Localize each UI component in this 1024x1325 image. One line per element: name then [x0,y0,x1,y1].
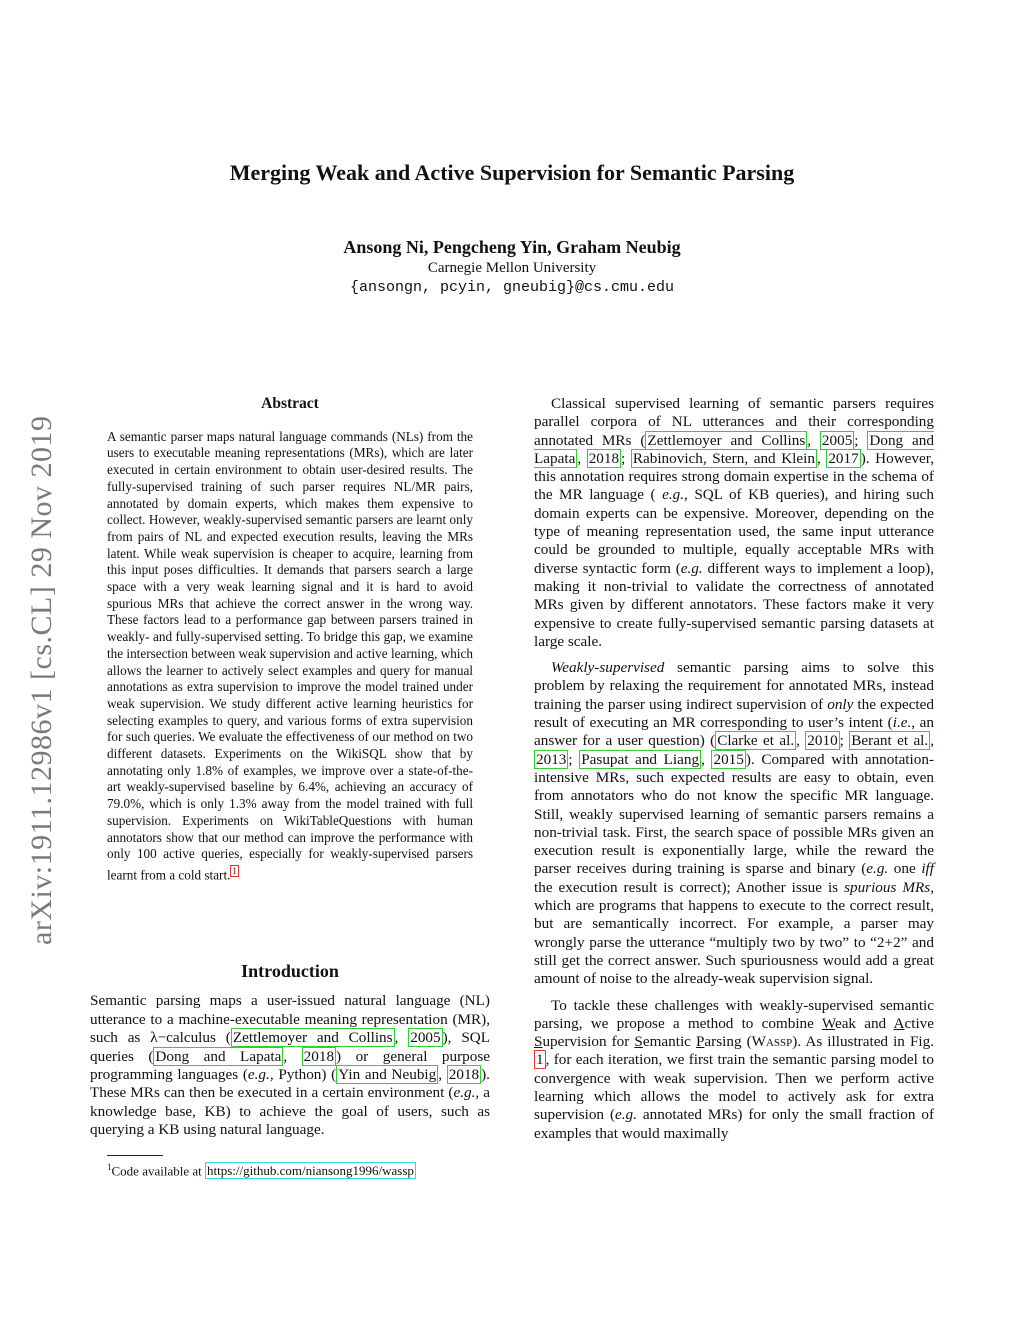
text-span: the execution result is correct); Another issue is [534,878,845,896]
acronym-letter: W [821,1014,835,1032]
figure-reference-link[interactable]: 1 [536,1051,544,1069]
citation-link[interactable]: Dong and Lapata [534,431,934,467]
text-span: , [807,431,820,449]
citation-link[interactable]: 2018 [448,1066,480,1084]
citation-link[interactable]: Rabinovich, Stern, and Klein [632,449,815,467]
paragraph-wassp-proposal [534,997,934,1143]
text-span: ctive [904,1014,934,1032]
text-span: ( [215,1029,231,1047]
code-url-link[interactable]: https://github.com/niansong1996/wassp [207,1163,414,1179]
text-span: , SQL of KB queries), and hiring such domain experts can be expensive. Moreover, depending on the type of meaning representation used, the same input utterance could be grounded to multiple, equally acceptable MRs with diverse syntactic form ( [534,486,934,577]
text-span: ; [854,431,868,449]
footnote-text: Code available at [111,1163,205,1179]
text-span: the expected result of executing an MR corresponding to user’s intent ( [534,695,934,732]
lambda-calculus-term: λ−calculus [150,1029,216,1047]
text-span: , [394,1029,409,1047]
acronym-letter: P [695,1033,705,1051]
citation-link[interactable]: Dong and Lapata [155,1047,282,1065]
text-span: , which are programs that happens to execute to the correct result, but are semantically incorrect. For example, a parser may wrongly parse the utterance “multiply two by two” to “2+2” and still get the correct answer. Such spuriousness would add a great amount of noise to the already-weak supervision signal. [534,878,934,988]
text-span: Classical supervised learning of semantic parsers requires parallel corpora of NL utterances and their corresponding annotated MRs ( [534,395,934,449]
acronym-letter: A [893,1014,905,1032]
text-span: , for each iteration, we first train the semantic parsing model to convergence with weak supervision. Then we perform active learning which allows the model to actively ask for extra supervision ( [534,1051,934,1124]
text-span: , [283,1047,302,1065]
right-column [534,395,934,1143]
citation-link[interactable]: 2018 [588,449,620,467]
affiliation: Carnegie Mellon University [427,260,597,276]
emphasis: e.g. [680,559,703,577]
emphasis: e.g. [453,1084,476,1102]
footnote [107,1159,416,1179]
text-span: , Python) ( [269,1066,337,1084]
citation-link[interactable]: Pasupat and Liang [581,750,700,768]
emphasis: spurious MRs [844,878,931,896]
text-span: , an answer for a user question) ( [534,714,934,750]
text-span: , [796,732,806,750]
text-span: arsing ( [704,1033,752,1051]
text-span: ), SQL queries ( [90,1029,491,1065]
citation-link[interactable]: Clarke et al. [717,732,795,750]
text-span: ; [568,750,580,768]
text-span: different ways to implement a loop), making it non-trivial to validate the correctness of annotated MRs given by different annotators. These factors make it very expensive to create fully-supervised semantic parsing datasets at large scale. [534,559,934,650]
text-span: To tackle these challenges with weakly-supervised semantic parsing, we propose a method to combine [534,996,934,1032]
text-span: , [577,449,587,467]
text-span: , [930,732,934,750]
text-span: annotated MRs) for only the small fraction of examples that would maximally [534,1106,934,1142]
arxiv-identifier-stamp: arXiv:1911.12986v1 [cs.CL] 29 Nov 2019 [25,415,58,945]
paper-title: Merging Weak and Active Supervision for Semantic Parsing [229,160,795,185]
footnote-mark: 1 [107,1162,112,1172]
acronym-letter: S [534,1033,543,1051]
author-list: Ansong Ni, Pengcheng Yin, Graham Neubig [343,237,681,257]
emphasis: Weakly-supervised [551,659,665,677]
citation-link[interactable]: Berant et al. [851,732,929,750]
paragraph-classical-supervision [534,395,934,651]
acronym-letter: S [634,1033,643,1051]
text-span: ) or general purpose programming languages ( [90,1047,490,1084]
abstract-text: A semantic parser maps natural language commands (NLs) from the users to executable meaning representations (MRs), which are later executed in certain environment to obtain user-desired results. The fully-supervised training of such parser requires NL/MR pairs, annotated by domain experts, which makes them expensive to collect. However, weakly-supervised semantic parsers are learnt only from pairs of NL and expected execution results, leaving the MRs latent. While weak supervision is cheaper to acquire, learning from this input poses difficulties. It demands that parsers search a large space with a very weak learning signal and it is hard to avoid spurious MRs that achieve the correct answer in the wrong way. These factors lead to a performance gap between parsers trained in weakly- and fully-supervised setting. To bridge this gap, we examine the intersection between weak supervision and active learning, which allows the learner to actively select examples and query for manual annotations as extra supervision to improve the model trained under weak supervision. We study different active learning heuristics for selecting examples to query, and various forms of extra supervision for such queries. We evaluate the effectiveness of our method on two different datasets. Experiments on the WikiSQL show that by annotating only 1.8% of examples, we improve over a state-of-the-art weakly-supervised baseline by 6.4%, achieving an accuracy of 79.0%, which is only 1.3% away from the model trained with full supervision. Experiments on WikiTableQuestions with human annotators show that our method can improve the performance with only 100 active queries, especially for weakly-supervised parsers learnt from a cold start. [107,428,473,883]
text-span: , a knowledge base, KB) to achieve the goal of users, such as querying a KB using natural language. [90,1084,490,1139]
citation-link[interactable]: 2013 [536,750,567,768]
citation-link[interactable]: 2010 [807,732,838,750]
text-span: ). These MRs can then be executed in a certain environment ( [90,1066,490,1102]
text-span: , [816,449,827,467]
text-span: ). As illustrated in Fig. [792,1033,934,1051]
text-span: eak and [834,1014,894,1032]
text-span: ). Compared with annotation-intensive MRs, such expected results are easy to obtain, even from annotators who do not know the specific MR language. Still, weakly supervised learning of semantic parsers remains a non-trivial task. First, the search space of possible MRs given an execution result is exponentially large, while the reward the parser receives during training is sparse and binary ( [534,750,934,878]
abstract-heading: Abstract [261,395,319,412]
citation-link[interactable]: 2018 [303,1047,335,1065]
text-span: semantic parsing aims to solve this problem by relaxing the requirement for annotated MRs, instead training the parser using indirect supervision of [534,659,934,713]
citation-link[interactable]: 2015 [713,750,744,768]
text-span: Semantic parsing maps a user-issued natural language (NL) utterance to a machine-executable meaning representation (MR), such as [90,992,490,1047]
footnote-divider [107,1155,163,1156]
abstract-body [107,429,473,884]
citation-link[interactable]: Zettlemoyer and Collins [232,1029,393,1047]
text-span: upervision for [542,1033,635,1051]
text-span: ). However, this annotation requires strong domain expertise in the schema of the MR language ( [534,449,934,504]
author-emails: {ansongn, pcyin, gneubig}@cs.cmu.edu [349,279,675,296]
citation-link[interactable]: Zettlemoyer and Collins [647,431,806,449]
abstract-section [107,396,473,884]
text-span: ; [621,449,631,467]
text-span: emantic [642,1033,696,1051]
citation-link[interactable]: Yin and Neubig [338,1066,437,1084]
paragraph-weak-supervision [534,659,934,988]
emphasis: e.g. [866,860,889,878]
emphasis: e.g. [615,1106,637,1124]
text-span: one [888,860,922,878]
citation-link[interactable]: 2005 [821,431,853,449]
wassp-acronym: Wassp [751,1033,793,1051]
text-span: , [701,750,712,768]
introduction-heading: Introduction [241,961,339,981]
text-span: , [438,1066,447,1084]
citation-link[interactable]: 2017 [828,449,859,467]
introduction-paragraph [90,992,490,1139]
emphasis: iff [921,860,934,878]
emphasis: e.g. [247,1066,270,1084]
emphasis: i.e. [892,714,912,732]
citation-link[interactable]: 2005 [410,1029,441,1047]
footnote-link[interactable]: 1 [232,865,237,876]
emphasis: only [827,695,854,713]
emphasis: e.g. [662,486,685,504]
introduction-section [90,962,490,1140]
text-span: ; [839,732,850,750]
